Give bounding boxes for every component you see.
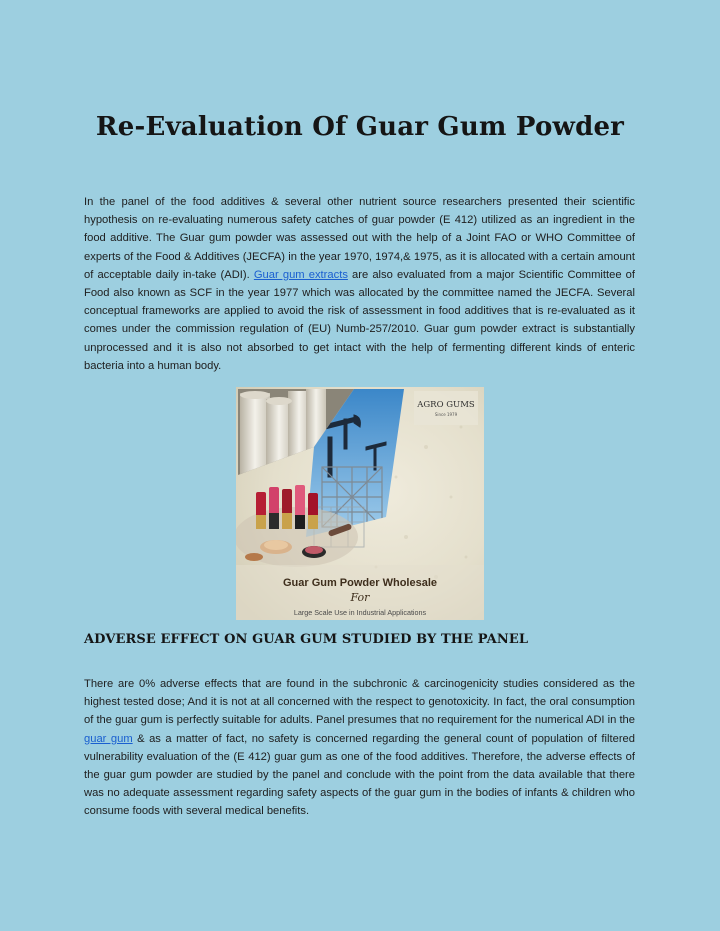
intro-paragraph: [84, 193, 635, 375]
section-text-2: & as a matter of fact, no safety is concerned regarding the general count of population of filtered vulnerability evaluation of the (E 412) guar gum as one of the food additives. Therefore, the adverse effects of the guar gum powder are studied by the panel and conclude with the point from the data available that there was no adequate assessment regarding safety aspects of the guar gum in the bodies of infants & children who consume foods with several medical benefits.: [84, 732, 635, 818]
logo-text: AGRO GUMS: [417, 400, 475, 410]
page-title: Re-Evaluation Of Guar Gum Powder: [95, 112, 625, 142]
guar-gum-link[interactable]: guar gum: [84, 732, 133, 745]
intro-text-1: In the panel of the food additives & several other nutrient source researchers presented their scientific hypothesis on re-evaluating numerous safety catches of guar powder (E 412) utilized as an ingredient in the food additive. The Guar gum powder was assessed out with the help of a Joint FAO or WHO Committee of experts of the Food & Additives (JECFA) in the year 1970, 1974,& 1975, as it is allocated with a certain amount of acceptable daily in-take (ADI).: [84, 196, 635, 281]
caption-for: For: [350, 591, 370, 604]
caption-main: Guar Gum Powder Wholesale: [282, 577, 438, 589]
caption-sub: Large Scale Use in Industrial Applications: [293, 608, 427, 617]
section-paragraph: [84, 675, 635, 821]
guar-gum-extracts-link[interactable]: Guar gum extracts: [253, 268, 348, 281]
agro-gums-logo: [414, 391, 478, 425]
intro-text-2: are also evaluated from a major Scientific Committee of Food also known as SCF in the year 1977 which was allocated by the committee named the JECFA. Several conceptual frameworks are applied to avoid the risk of assessment in food additives that is re-evaluated as it comes under the commission regulation of (EU) Numb-257/2010. Guar gum powder extract is substantially unprocessed and it is also not absorbed to get intact with the help of fermenting different kinds of enteric bacteria into a human body.: [84, 268, 635, 372]
section-heading: ADVERSE EFFECT ON GUAR GUM STUDIED BY THE PANEL: [84, 632, 529, 647]
guar-gum-wholesale-image: [236, 387, 484, 620]
section-text-1: There are 0% adverse effects that are found in the subchronic & carcinogenicity studies considered as the highest tested dose; And it is not at all concerned with the respect to genotoxicity. In fact, the oral consumption of the guar gum is perfectly suitable for adults. Panel presumes that no requirement for the numerical ADI in the: [84, 678, 635, 727]
logo-subtext: Since 1979: [434, 412, 458, 417]
